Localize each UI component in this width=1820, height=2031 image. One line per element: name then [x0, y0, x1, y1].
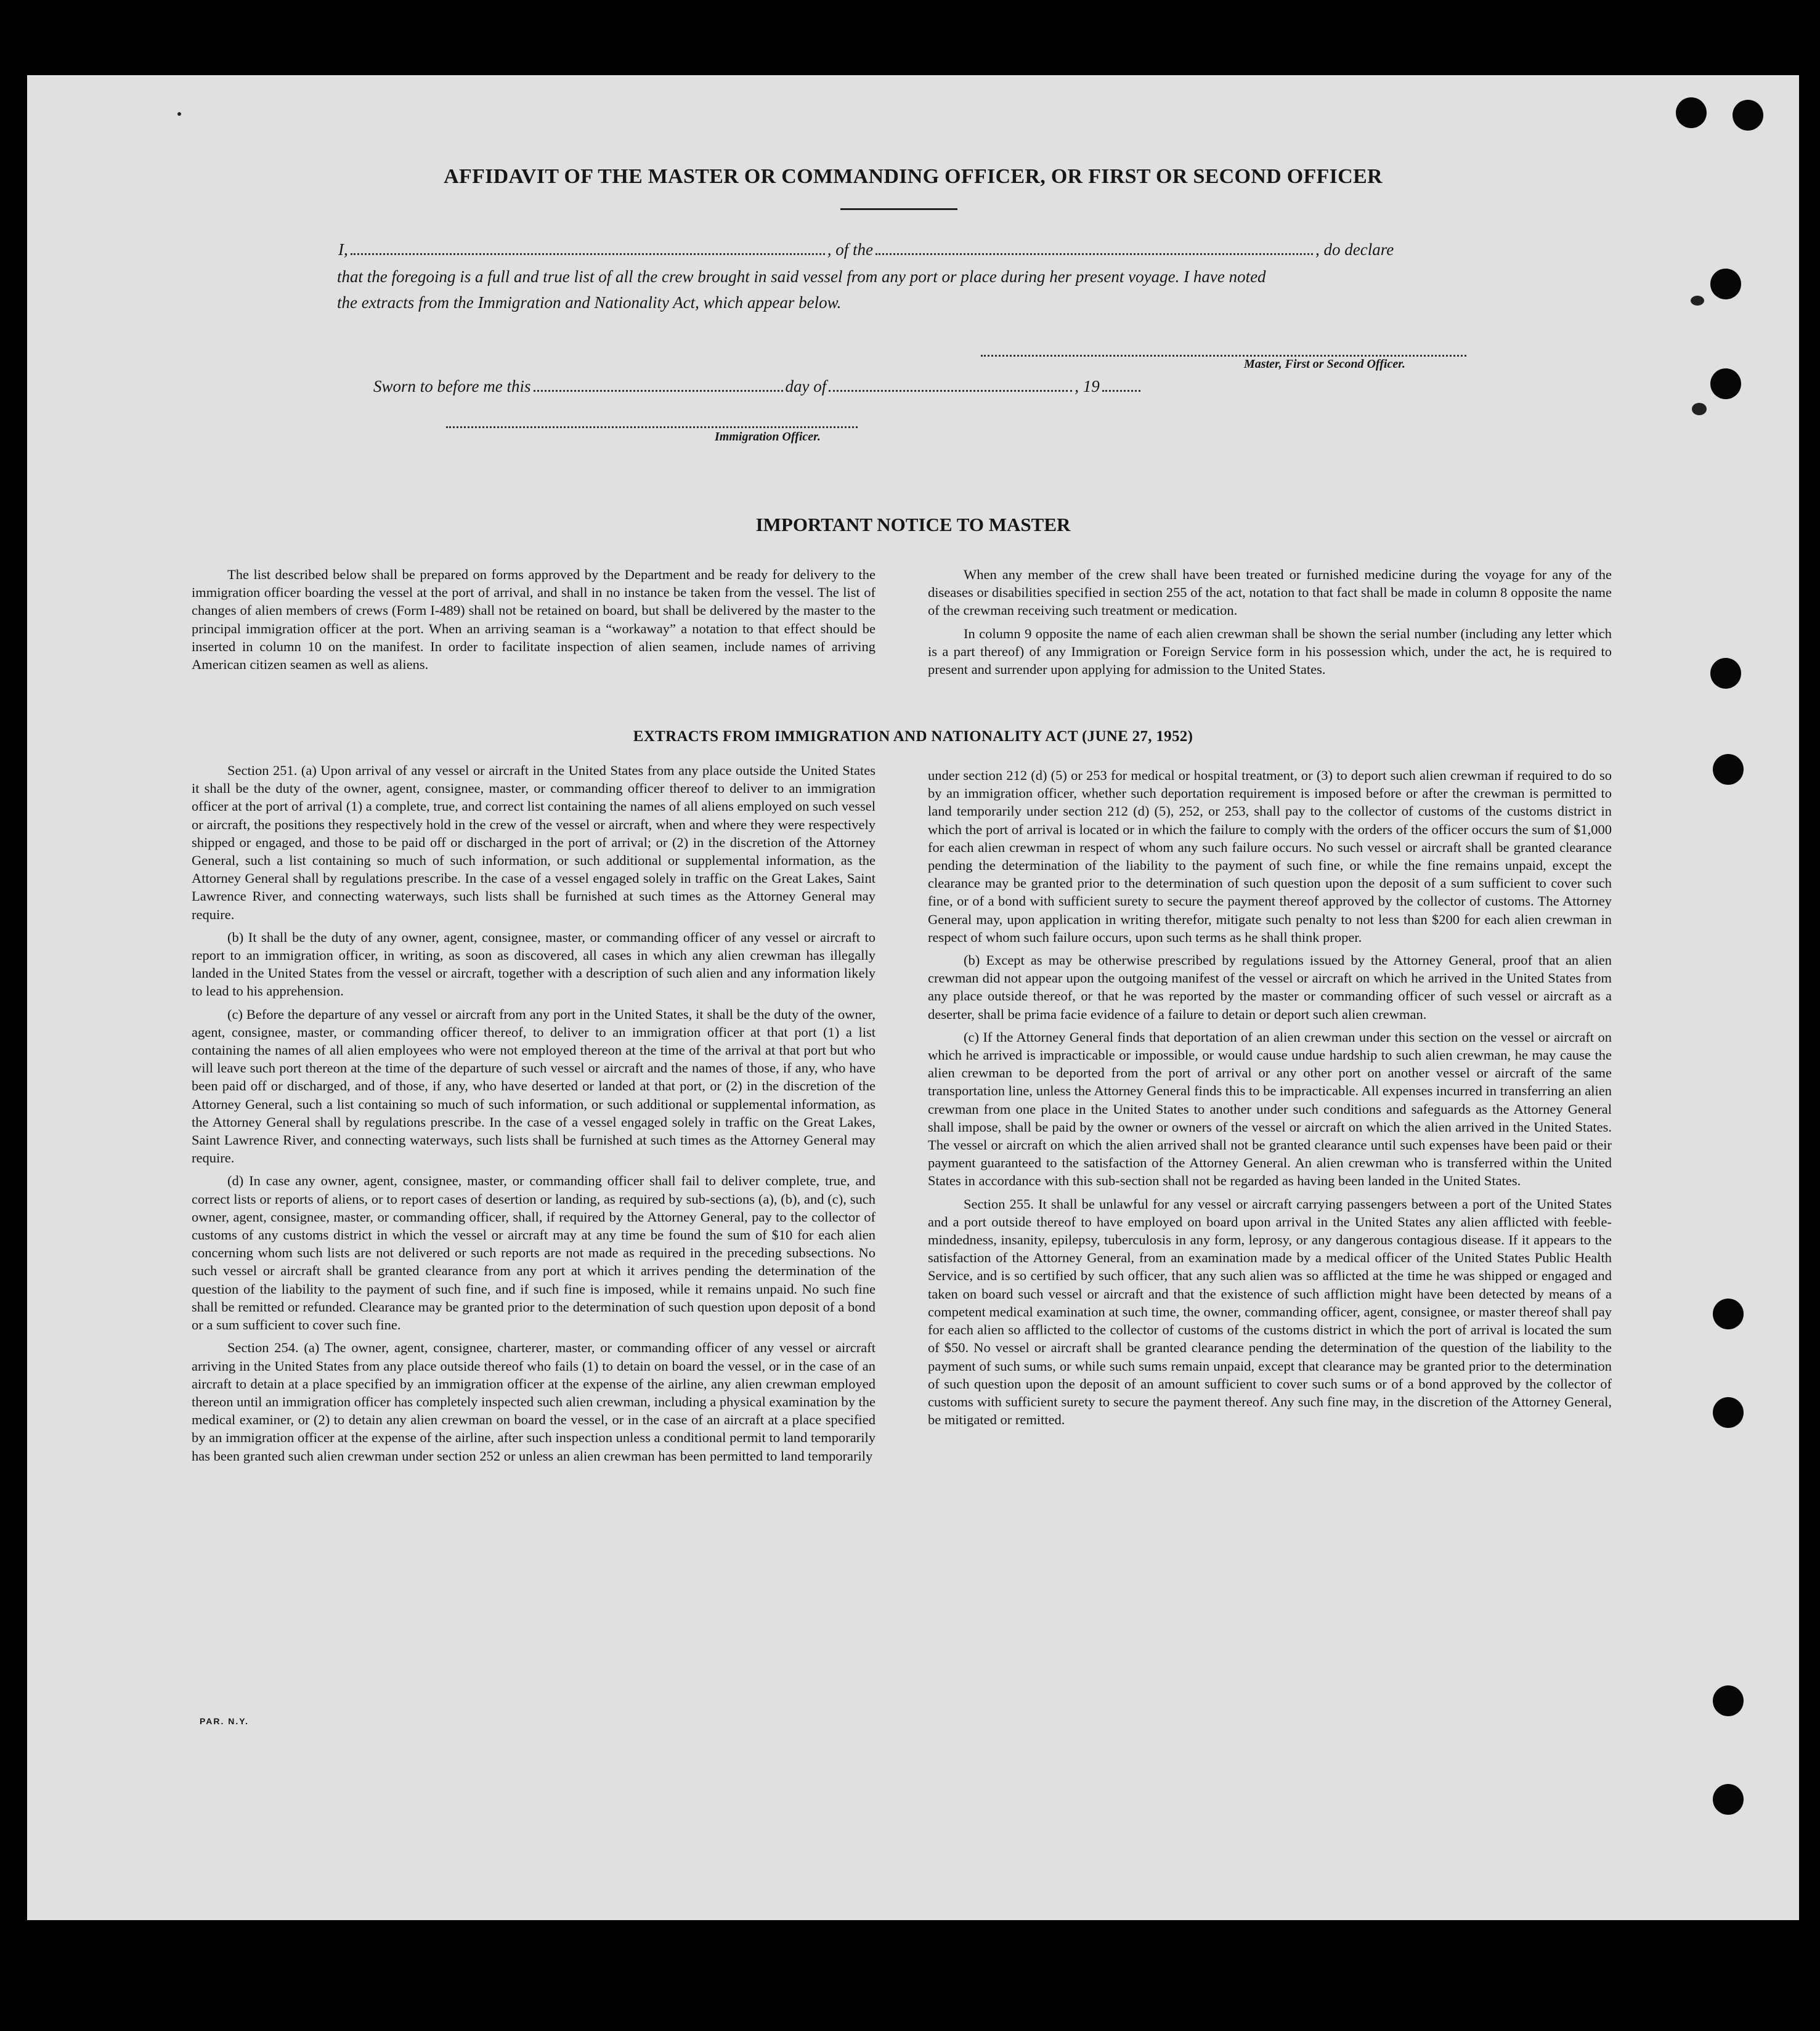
punch-hole [1713, 1685, 1744, 1716]
extract-paragraph: (b) It shall be the duty of any owner, agent, consignee, master, or commanding officer of any vessel or aircraft to report to an immigration officer, in writing, as soon as discovered, all cases in which any alien crewman has illegally landed in the United States from the vessel or aircraft, together with a description of such alien and any information likely to lead to his apprehension. [192, 929, 875, 999]
extract-paragraph: (d) In case any owner, agent, consignee, master, or commanding officer shall fail to deliver complete, true, and correct lists or reports of aliens, or to report cases of desertion or landing, as required by sub-sections (a), (b), and (c), such owner, agent, consignee, master, or commanding officer, shall, if required by the Attorney General, pay to the collector of customs of any customs district in which the vessel or aircraft may at any time be found the sum of $10 for each alien concerning whom such lists are not delivered or such reports are not made as required in the preceding subsections. No such vessel or aircraft shall be granted clearance from any port at which it arrives pending the determination of the question of the liability to the payment of such fine, and if such fine is imposed, while it remains unpaid. No such fine shall be remitted or refunded. Clearance may be granted prior to the determination of such question upon deposit of a bond or a sum sufficient to cover such fine. [192, 1173, 875, 1333]
notice-title: IMPORTANT NOTICE TO MASTER [755, 514, 1071, 535]
affidavit-statement-line-1: that the foregoing is a full and true list of all the crew brought in said vessel from any port or place during her present voyage. I have noted [337, 267, 1266, 286]
affidavit-title: AFFIDAVIT OF THE MASTER OR COMMANDING OFFICER, OR FIRST OR SECOND OFFICER [444, 165, 1383, 188]
vessel-name-field[interactable] [875, 253, 1313, 255]
notice-paragraph: In column 9 opposite the name of each alien crewman shall be shown the serial number (including any letter which is a part thereof) of any Immigration or Foreign Service form in his possession which, under the act, he is required to present and surrender upon applying for admission to the United States. [928, 625, 1612, 678]
title-rule [840, 208, 957, 210]
affidavit-statement-line-2: the extracts from the Immigration and Nationality Act, which appear below. [337, 293, 842, 312]
punch-hole [1710, 658, 1741, 689]
printer-mark: PAR. N.Y. [200, 1716, 249, 1726]
punch-hole [1710, 269, 1741, 299]
extract-paragraph: (b) Except as may be otherwise prescribed by regulations issued by the Attorney General, proof that an alien crewman did not appear upon the outgoing manifest of the vessel or aircraft on which he arrived in the United States from any place outside thereof, or that he was reported by the master or commanding officer of such vessel or aircraft as a deserter, shall be prima facie evidence of a failure to detain or deport such alien crewman. [928, 952, 1612, 1022]
extracts-left-column [192, 761, 875, 1470]
master-signature-label: Master, First or Second Officer. [1244, 357, 1405, 371]
affidavit-declare: , do declare [1315, 240, 1394, 259]
sworn-month-field[interactable] [829, 390, 1072, 392]
extract-paragraph: Section 254. (a) The owner, agent, consignee, charterer, master, or commanding officer of any vessel or aircraft arriving in the United States from any place outside thereof who fails (1) to detain on board the vessel, or in the case of an aircraft to detain at a place specified by an immigration officer at the expense of the airline, any alien crewman employed thereon until an immigration officer has completely inspected such alien crewman, including a physical examination by the medical examiner, or (2) to detain any alien crewman on board the vessel, or in the case of an aircraft at a place specified by an immigration officer at the expense of the airline, after such inspection unless a conditional permit to land temporarily has been granted such alien crewman under section 252 or unless an alien crewman has been permitted to land temporarily [192, 1340, 875, 1464]
punch-hole [1710, 368, 1741, 399]
form-page [27, 75, 1799, 1920]
sworn-year-field[interactable] [1102, 390, 1140, 392]
extract-paragraph: (c) If the Attorney General finds that deportation of an alien crewman under this section on the vessel or aircraft on which he arrived is impracticable or impossible, or would cause undue hardship to such alien crewman, he may cause the alien crewman to be deported from the port of arrival or any other port on another vessel or aircraft of the same transportation line, unless the Attorney General finds this to be impracticable. All expenses incurred in transferring an alien crewman from one place in the United States to another under such conditions and safeguards as the Attorney General shall impose, shall be paid by the owner or owners of the vessel or aircraft on which the alien arrived in the United States. The vessel or aircraft on which the alien arrived shall not be granted clearance until such expenses have been paid or their payment guaranteed to the satisfaction of the Attorney General. An alien crewman who is transferred within the United States in accordance with this sub-section shall not be regarded as having been landed in the United States. [928, 1029, 1612, 1189]
punch-hole [1713, 754, 1744, 785]
punch-hole [1713, 1397, 1744, 1428]
ink-speck [177, 112, 181, 116]
extracts-right-column [928, 766, 1612, 1433]
extract-paragraph: Section 255. It shall be unlawful for any vessel or aircraft carrying passengers between a port of the United States and a port outside thereof to have employed on board upon arrival in the United States any alien afflicted with feeble-mindedness, insanity, epilepsy, tuberculosis in any form, leprosy, or any dangerous contagious disease. If it appears to the satisfaction of the Attorney General, from an examination made by a medical officer of the United States Public Health Service, and is so certified by such officer, that any such alien was so afflicted at the time he was shipped or engaged and taken on board such vessel or aircraft and that the existence of such affliction might have been detected by means of a competent medical examination at such time, the owner, commanding officer, agent, consignee, or master thereof shall pay for each alien so afflicted to the collector of customs of the customs district in which the port of arrival is located the sum of $50. No vessel or aircraft shall be granted clearance pending the determination of the question of the liability to the payment of such sums, or while such sums remain unpaid, except that clearance may be granted prior to the determination of such question upon the deposit of an amount sufficient to cover such sums or of a bond approved by the collector of customs with sufficient surety to secure the payment thereof. Any such fine may, in the discretion of the Attorney General, be mitigated or remitted. [928, 1196, 1612, 1428]
master-signature-line[interactable] [981, 355, 1466, 357]
extract-paragraph: under section 212 (d) (5) or 253 for medical or hospital treatment, or (3) to deport such alien crewman if required to do so by an immigration officer, whether such deportation requirement is imposed before or after the crewman is permitted to land temporarily under section 212 (d) (5), 252, or 253, shall pay to the collector of customs of the customs district in which the port of arrival is located or in which the failure to comply with the orders of the officer occurs the sum of $1,000 for each alien crewman in respect of whom any such failure occurs. No such vessel or aircraft shall be granted clearance pending the determination of the liability to the payment of such fine, or while the fine remains unpaid, except the clearance may be granted prior to the determination of such question upon the deposit of a sum sufficient to cover such fine, or of a bond with sufficient surety to secure the payment thereof approved by the collector of customs. The Attorney General may, upon application in writing therefor, mitigate such penalty to not less than $200 for each alien crewman in respect of whom such failure occurs, upon such terms as he shall think proper. [928, 768, 1612, 945]
affidavit-declaration-line [338, 240, 1497, 259]
punch-hole [1713, 1299, 1744, 1329]
ink-speck [1692, 403, 1707, 415]
notice-paragraph: The list described below shall be prepared on forms approved by the Department and be ready for delivery to the immigration officer boarding the vessel at the port of arrival, and shall in no instance be taken from the vessel. The list of changes of alien members of crews (Form I-489) shall not be retained on board, but shall be delivered by the master to the principal immigration officer at the port. When an arriving seaman is a “workaway” a notation to that effect should be inserted in column 10 on the manifest. In order to facilitate inspection of alien seamen, include names of arriving American citizen seamen as well as aliens. [192, 567, 875, 673]
notice-paragraph: When any member of the crew shall have been treated or furnished medicine during the voyage for any of the diseases or disabilities specified in section 255 of the act, notation to that fact shall be made in column 8 opposite the name of the crewman receiving such treatment or medication. [928, 567, 1612, 618]
officer-name-field[interactable] [351, 253, 825, 255]
sworn-line [373, 377, 1532, 396]
punch-hole [1676, 97, 1707, 128]
sworn-year: , 19 [1075, 377, 1100, 395]
extract-paragraph: Section 251. (a) Upon arrival of any vessel or aircraft in the United States from any place outside the United States it shall be the duty of the owner, agent, consignee, master, or commanding officer thereof to deliver to an immigration officer at the port of arrival (1) a complete, true, and correct list containing the names of all aliens employed on such vessel or aircraft, the positions they respectively hold in the crew of the vessel or aircraft, when and where they were respectively shipped or engaged, and those to be paid off or discharged in the port of arrival; or (2) in the discretion of the Attorney General, such a list containing so much of such information, or such additional or supplemental information, as the Attorney General shall by regulations prescribe. In the case of a vessel engaged solely in traffic on the Great Lakes, Saint Lawrence River, and connecting waterways, such lists shall be furnished at such times as the Attorney General may require. [192, 763, 875, 922]
sworn-day-field[interactable] [534, 390, 783, 392]
immigration-officer-label: Immigration Officer. [715, 430, 821, 444]
notice-left-column [192, 566, 875, 678]
notice-right-column [928, 566, 1612, 683]
extract-paragraph: (c) Before the departure of any vessel or aircraft from any port in the United States, it shall be the duty of the owner, agent, consignee, master, or commanding officer thereof, to deliver to an immigration officer at that port (1) a list containing the names of all alien employees who were not employed thereon at the time of the arrival at that port but who will leave such port thereon at the time of the departure of such vessel or aircraft and the names of those, if any, who have been paid off or discharged, and of those, if any, who have deserted or landed at that port, or (2) in the discretion of the Attorney General, such a list containing so much of such information, or such additional or supplemental information, as the Attorney General shall by regulations prescribe. In the case of a vessel engaged solely in traffic on the Great Lakes, Saint Lawrence River, and connecting waterways, such lists shall be furnished at such times as the Attorney General may require. [192, 1006, 875, 1166]
affidavit-i: I, [338, 240, 348, 259]
extracts-title: EXTRACTS FROM IMMIGRATION AND NATIONALITY ACT (JUNE 27, 1952) [633, 728, 1193, 745]
punch-hole [1713, 1784, 1744, 1815]
sworn-day-of: day of [785, 377, 827, 395]
immigration-officer-signature-line[interactable] [446, 426, 858, 428]
punch-hole [1733, 100, 1763, 131]
ink-speck [1691, 296, 1704, 306]
sworn-prefix: Sworn to before me this [373, 377, 531, 395]
affidavit-of-the: , of the [827, 240, 873, 259]
